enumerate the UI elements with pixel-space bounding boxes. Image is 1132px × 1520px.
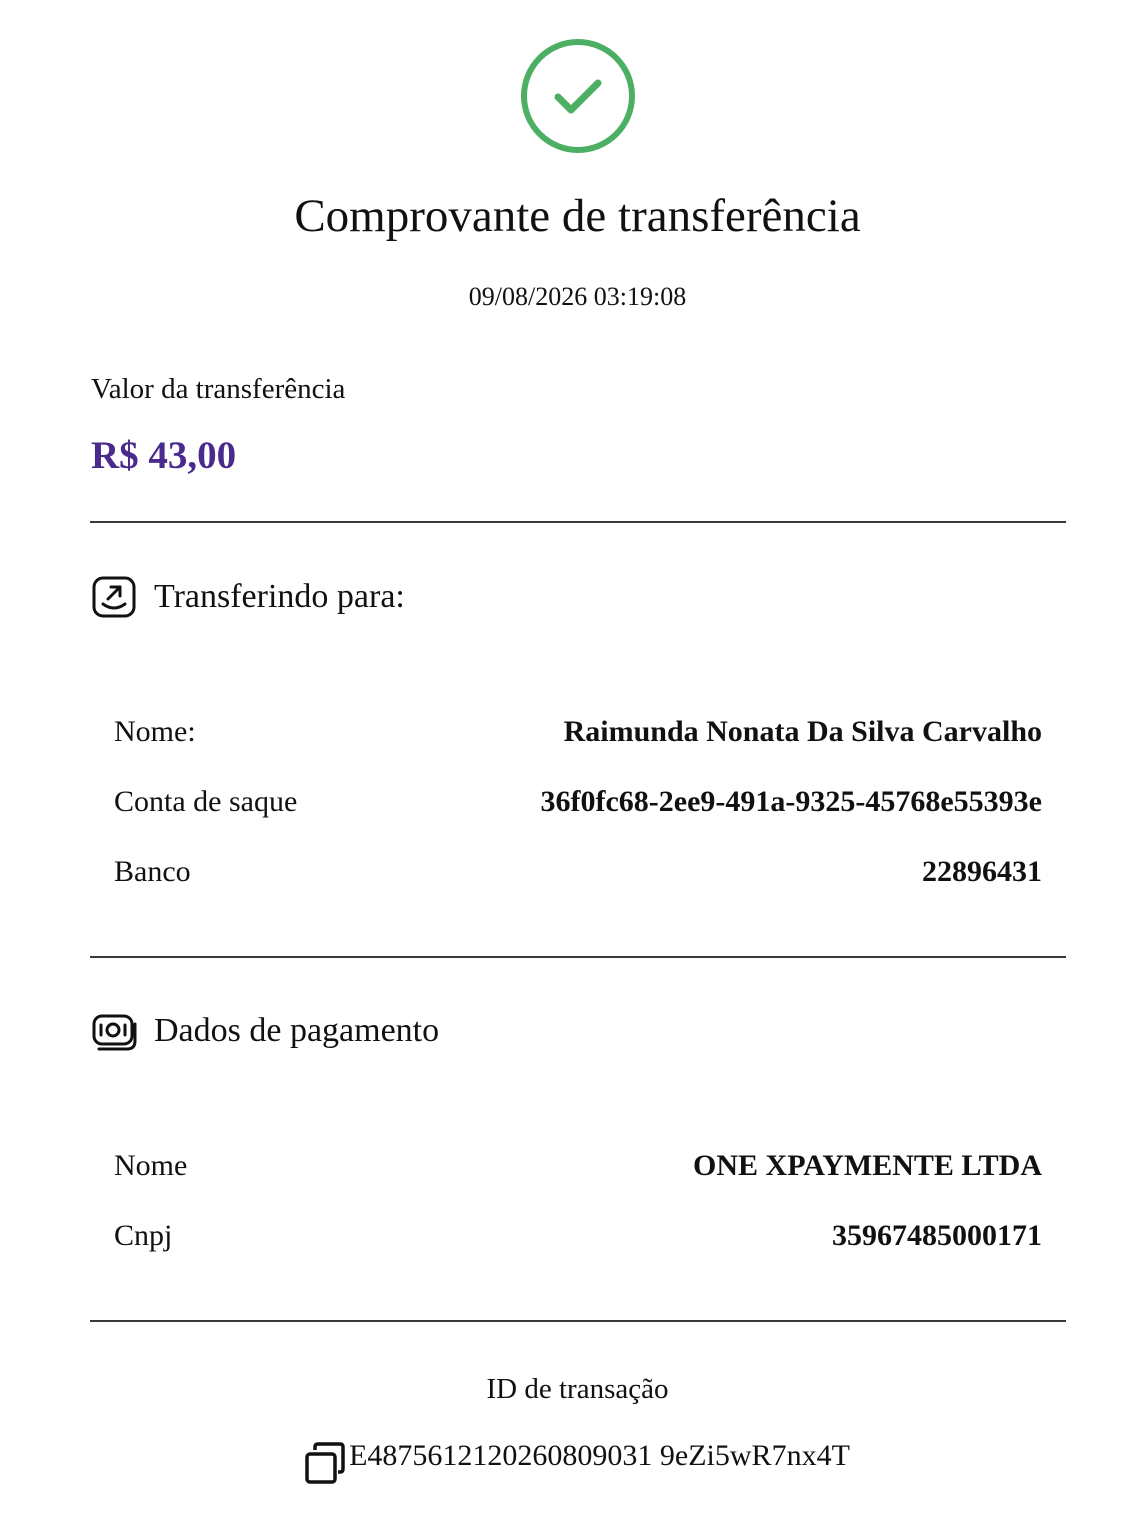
cash-icon xyxy=(91,1008,137,1054)
amount-label: Valor da transferência xyxy=(91,373,346,405)
recipient-account-label: Conta de saque xyxy=(114,785,298,818)
transfer-out-icon xyxy=(91,574,137,620)
divider xyxy=(90,521,1066,523)
copy-transaction-id-button[interactable] xyxy=(0,1436,1132,1486)
recipient-name-label: Nome: xyxy=(114,715,196,748)
divider xyxy=(90,956,1066,958)
payer-name-row xyxy=(114,1146,1042,1186)
divider xyxy=(90,1320,1066,1322)
payment-section-title: Dados de pagamento xyxy=(154,1012,440,1049)
page-title: Comprovante de transferência xyxy=(294,190,861,242)
amount-value: R$ 43,00 xyxy=(91,434,237,477)
recipient-name-value: Raimunda Nonata Da Silva Carvalho xyxy=(563,715,1042,748)
payer-name-value: ONE XPAYMENTE LTDA xyxy=(693,1149,1042,1182)
payer-cnpj-value: 35967485000171 xyxy=(832,1219,1042,1252)
payment-section-header xyxy=(91,1008,439,1054)
payer-cnpj-label: Cnpj xyxy=(114,1219,173,1252)
copy-icon[interactable] xyxy=(305,1440,347,1486)
recipient-section-header xyxy=(91,574,405,620)
recipient-bank-row xyxy=(114,852,1042,892)
transaction-id-value: E4875612120260809031 9eZi5wR7nx4T xyxy=(349,1439,850,1472)
recipient-account-row xyxy=(114,782,1042,822)
transfer-timestamp: 09/08/2026 03:19:08 xyxy=(468,282,687,311)
recipient-bank-label: Banco xyxy=(114,855,191,888)
transaction-id-label: ID de transação xyxy=(486,1373,669,1405)
recipient-name-row xyxy=(114,712,1042,752)
check-circle-icon xyxy=(520,38,636,154)
recipient-bank-value: 22896431 xyxy=(922,855,1042,888)
payer-cnpj-row xyxy=(114,1216,1042,1256)
payer-name-label: Nome xyxy=(114,1149,188,1182)
recipient-account-value: 36f0fc68-2ee9-491a-9325-45768e55393e xyxy=(540,785,1042,818)
recipient-section-title: Transferindo para: xyxy=(154,578,405,615)
